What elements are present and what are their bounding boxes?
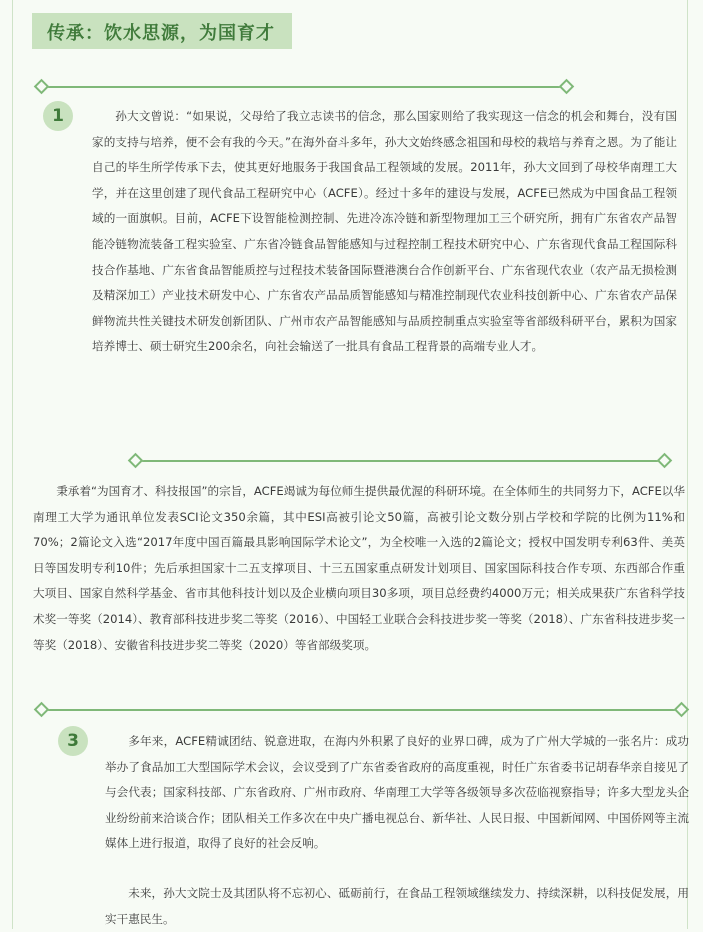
section-number-badge: 3 <box>58 726 88 756</box>
divider-line <box>42 709 682 711</box>
section-paragraph: 孙大文曾说：“如果说，父母给了我立志读书的信念，那么国家则给了我实现这一信念的机会和舞台，没有国家的支持与培养，便不会有我的今天。”在海外奋斗多年，孙大文始终感念祖国和母校的栽培与养育之恩。为了能让自己的毕生所学传承下去，使其更好地服务于我国食品工程领域的发展。2011年，孙大文回到了母校华南理工大学，并在这里创建了现代食品工程研究中心（ACFE）。经过十多年的建设与发展，ACFE已然成为中国食品工程领域的一面旗帜。目前，ACFE下设智能检测控制、先进冷冻冷链和新型物理加工三个研究所，拥有广东省农产品智能冷链物流装备工程实验室、广东省冷链食品智能感知与过程控制工程技术研究中心、广东省现代食品工程国际科技合作基地、广东省食品智能质控与过程技术装备国际暨港澳台合作创新平台、广东省现代农业（农产品无损检测及精深加工）产业技术研发中心、广东省农产品品质智能感知与精准控制现代农业科技创新中心、广东省农产品保鲜物流共性关键技术研发创新团队、广州市农产品智能感知与品质控制重点实验室等省部级科研平台，累积为国家培养博士、硕士研究生200余名，向社会输送了一批具有食品工程背景的高端专业人才。 <box>92 109 677 354</box>
section-paragraph: 未来，孙大文院士及其团队将不忘初心、砥砺前行，在食品工程领域继续发力、持续深耕，以科技促发展，用实干惠民生。 <box>105 886 689 926</box>
section-number-badge: 1 <box>43 101 73 131</box>
section-paragraph: 多年来，ACFE精诚团结、锐意进取，在海内外积累了良好的业界口碑，成为了广州大学城的一张名片：成功举办了食品加工大型国际学术会议，会议受到了广东省委省政府的高度重视，时任广东省委书记胡春华亲自接见了与会代表；国家科技部、广东省政府、广州市政府、华南理工大学等各级领导多次莅临视察指导；许多大型龙头企业纷纷前来洽谈合作；团队相关工作多次在中央广播电视总台、新华社、人民日报、中国新闻网、中国侨网等主流媒体上进行报道，取得了良好的社会反响。 <box>105 734 689 851</box>
section-paragraph: 秉承着“为国育才、科技报国”的宗旨，ACFE竭诚为每位师生提供最优渥的科研环境。在全体师生的共同努力下，ACFE以华南理工大学为通讯单位发表SCI论文350余篇，其中ESI高被引论文50篇，高被引论文数分别占学校和学院的比例为11%和70%；2篇论文入选“2017年度中国百篇最具影响国际学术论文”，为全校唯一入选的2篇论文；授权中国发明专利63件、美英日等国发明专利10件；先后承担国家十二五支撑项目、十三五国家重点研发计划项目、国家国际科技合作专项、东西部合作重大项目、国家自然科学基金、省市其他科技计划以及企业横向项目30多项，项目总经费约4000万元；相关成果获广东省科学技术奖一等奖（2014）、教育部科技进步奖二等奖（2016）、中国轻工业联合会科技进步奖一等奖（2018）、广东省科技进步奖一等奖（2018）、安徽省科技进步奖二等奖（2020）等省部级奖项。 <box>33 484 685 652</box>
divider-line <box>42 86 566 88</box>
section-title: 传承：饮水思源，为国育才 <box>47 23 275 44</box>
divider-line <box>136 460 664 462</box>
